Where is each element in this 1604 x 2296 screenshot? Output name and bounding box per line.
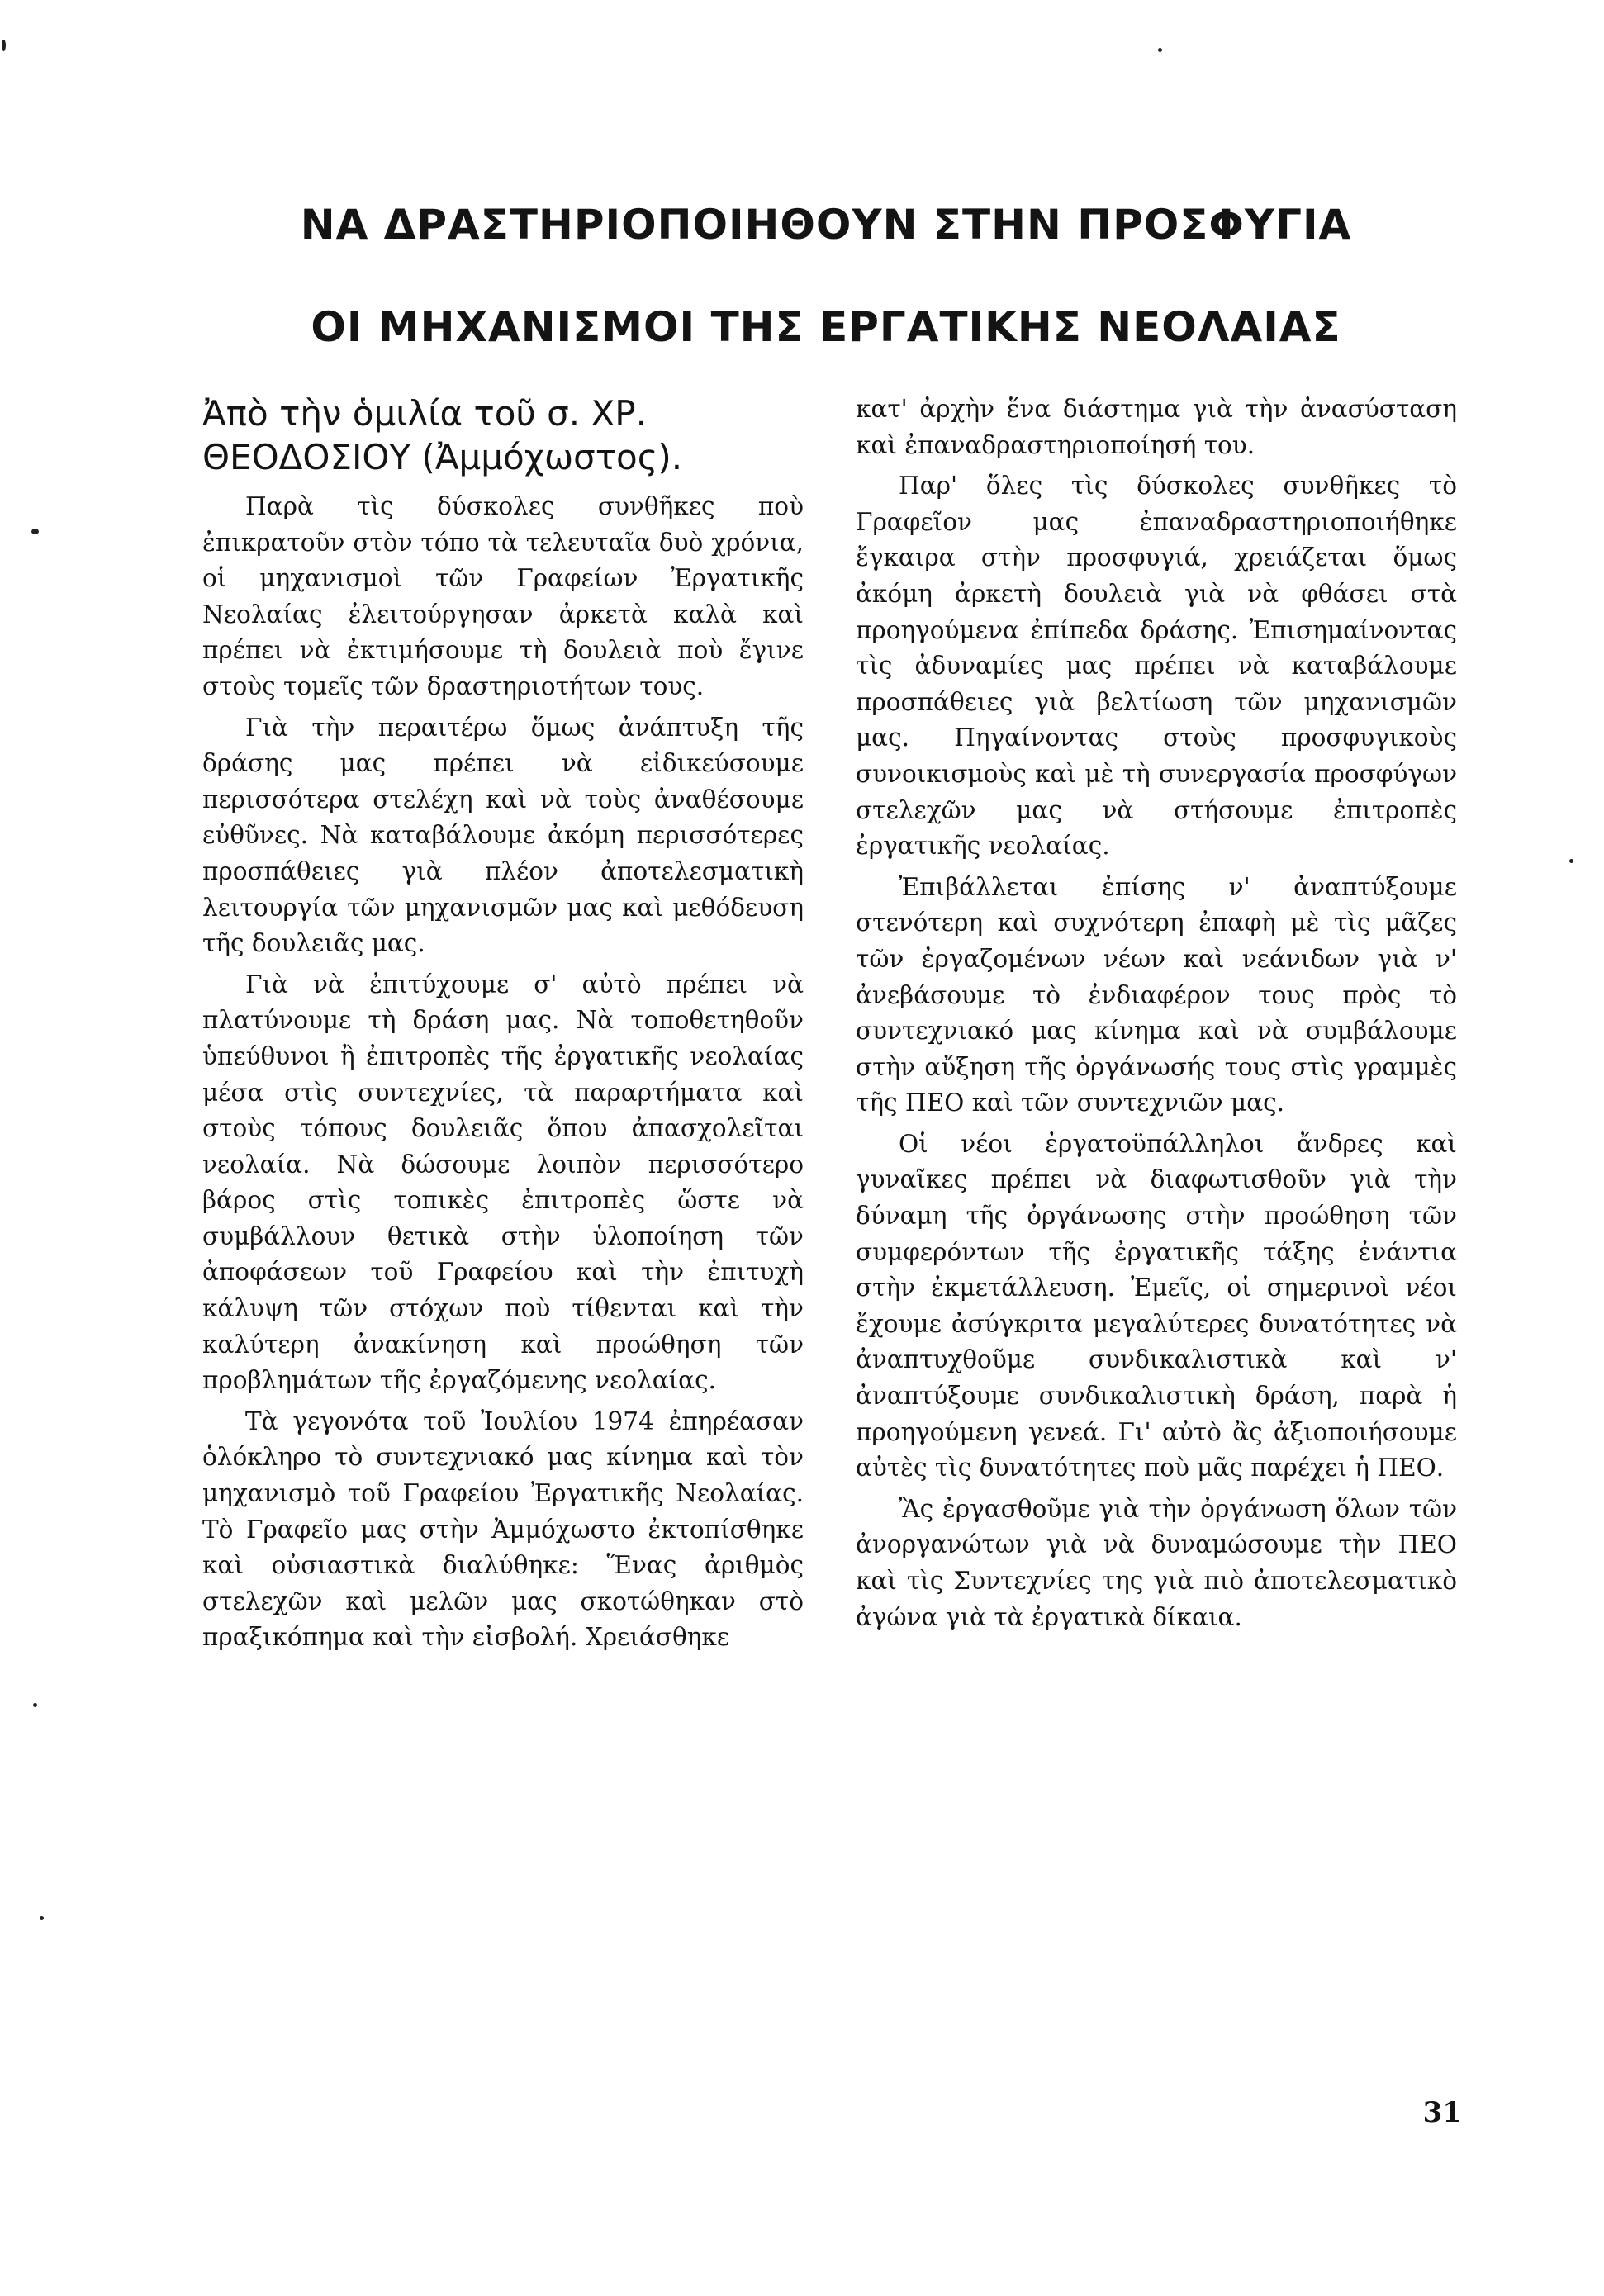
paragraph: Παρ' ὅλες τὶς δύσκολες συνθῆκες τὸ Γραφεῖον μας ἐπαναδραστηριοποιήθηκε ἔγκαιρα στὴν προσφυγιά, χρειάζεται ὅμως ἀκόμη ἀρκετὴ δουλειὰ γιὰ νὰ φθάσει στὰ προηγούμενα ἐπίπεδα δράσης. Ἐπισημαίνοντας τὶς ἀδυναμίες μας πρέπει νὰ καταβάλουμε προσπάθειες γιὰ βελτίωση τῶν μηχανισμῶν μας. Πηγαίνοντας στοὺς προσφυγικοὺς συνοικισμοὺς καὶ μὲ τὴ συνεργασία προσφύγων στελεχῶν μας νὰ στήσουμε ἐπιτροπὲς ἐργατικῆς νεολαίας. — [856, 472, 1457, 861]
paragraph: Γιὰ νὰ ἐπιτύχουμε σ' αὐτὸ πρέπει νὰ πλατύνουμε τὴ δράση μας. Νὰ τοποθετηθοῦν ὑπεύθυνοι ἢ ἐπιτροπὲς τῆς ἐργατικῆς νεολαίας μέσα στὶς συντεχνίες, τὰ παραρτήματα καὶ στοὺς τόπους δουλειᾶς ὅπου ἀπασχολεῖται νεολαία. Νὰ δώσουμε λοιπὸν περισσότερο βάρος στὶς τοπικὲς ἐπιτροπὲς ὥστε νὰ συμβάλλουν θετικὰ στὴν ὑλοποίηση τῶν ἀποφάσεων τοῦ Γραφείου καὶ τὴν ἐπιτυχὴ κάλυψη τῶν στόχων ποὺ τίθενται καὶ τὴν καλύτερη ἀνακίνηση καὶ προώθηση τῶν προβλημάτων τῆς ἐργαζόμενης νεολαίας. — [202, 970, 804, 1395]
title-line-1: ΝΑ ΔΡΑΣΤΗΡΙΟΠΟΙΗΘΟΥΝ ΣΤΗΝ ΠΡΟΣΦΥΓΙΑ — [300, 201, 1352, 249]
scan-speck — [40, 1916, 44, 1920]
article-title — [248, 173, 1404, 378]
right-column — [856, 391, 1457, 1640]
paragraph: Ἂς ἐργασθοῦμε γιὰ τὴν ὀργάνωση ὅλων τῶν ἀνοργανώτων γιὰ νὰ δυναμώσουμε τὴν ΠΕΟ καὶ τὶς Συντεχνίες της γιὰ πιὸ ἀποτελεσματικὸ ἀγώνα γιὰ τὰ ἐργατικὰ δίκαια. — [856, 1494, 1457, 1631]
scan-speck — [31, 529, 39, 534]
paragraph: Παρὰ τὶς δύσκολες συνθῆκες ποὺ ἐπικρατοῦν στὸν τόπο τὰ τελευταῖα δυὸ χρόνια, οἱ μηχανισμοὶ τῶν Γραφείων Ἐργατικῆς Νεολαίας ἐλειτούργησαν ἀρκετὰ καλὰ καὶ πρέπει νὰ ἐκτιμήσουμε τὴ δουλειὰ ποὺ ἔγινε στοὺς τομεῖς τῶν δραστηριοτήτων τους. — [202, 492, 804, 700]
byline: Ἀπὸ τὴν ὁμιλία τοῦ σ. ΧΡ. ΘΕΟΔΟΣΙΟΥ (Ἀμμόχωστος). — [202, 393, 683, 477]
scan-speck — [2, 40, 6, 51]
scan-speck — [33, 1703, 37, 1707]
paragraph: Γιὰ τὴν περαιτέρω ὅμως ἀνάπτυξη τῆς δράσης μας πρέπει νὰ εἰδικεύσουμε περισσότερα στελέχη καὶ νὰ τοὺς ἀναθέσουμε εὐθῦνες. Νὰ καταβάλουμε ἀκόμη περισσότερες προσπάθειες γιὰ πλέον ἀποτελεσματικὴ λειτουργία τῶν μηχανισμῶν μας καὶ μεθόδευση τῆς δουλειᾶς μας. — [202, 713, 804, 958]
page-number: 31 — [1422, 2096, 1462, 2129]
left-column — [202, 391, 804, 1661]
paragraph: Τὰ γεγονότα τοῦ Ἰουλίου 1974 ἐπηρέασαν ὁλόκληρο τὸ συντεχνιακό μας κίνημα καὶ τὸν μηχανισμὸ τοῦ Γραφείου Ἐργατικῆς Νεολαίας. Τὸ Γραφεῖο μας στὴν Ἀμμόχωστο ἐκτοπίσθηκε καὶ οὐσιαστικὰ διαλύθηκε: Ἕνας ἀριθμὸς στελεχῶν καὶ μελῶν μας σκοτώθηκαν στὸ πραξικόπημα καὶ τὴν εἰσβολή. Χρειάσθηκε — [202, 1407, 804, 1652]
paragraph: Οἱ νέοι ἐργατοϋπάλληλοι ἄνδρες καὶ γυναῖκες πρέπει νὰ διαφωτισθοῦν γιὰ τὴν δύναμη τῆς ὀργάνωσης στὴν προώθηση τῶν συμφερόντων τῆς ἐργατικῆς τάξης ἐνάντια στὴν ἐκμετάλλευση. Ἐμεῖς, οἱ σημερινοὶ νέοι ἔχουμε ἀσύγκριτα μεγαλύτερες δυνατότητες νὰ ἀναπτυχθοῦμε συνδικαλιστικὰ καὶ ν' ἀναπτύξουμε συνδικαλιστικὴ δράση, παρὰ ἡ προηγούμενη γενεά. Γι' αὐτὸ ἂς ἀξιοποιήσουμε αὐτὲς τὶς δυνατότητες ποὺ μᾶς παρέχει ἡ ΠΕΟ. — [856, 1129, 1457, 1482]
title-line-2: ΟΙ ΜΗΧΑΝΙΣΜΟΙ ΤΗΣ ΕΡΓΑΤΙΚΗΣ ΝΕΟΛΑΙΑΣ — [311, 303, 1341, 351]
scan-speck — [1158, 48, 1162, 52]
paragraph: Ἐπιβάλλεται ἐπίσης ν' ἀναπτύξουμε στενότερη καὶ συχνότερη ἐπαφὴ μὲ τὶς μᾶζες τῶν ἐργαζομένων νέων καὶ νεάνιδων γιὰ ν' ἀνεβάσουμε τὸ ἐνδιαφέρον τους πρὸς τὸ συντεχνιακό μας κίνημα καὶ νὰ συμβάλουμε στὴν αὔξηση τῆς ὀργάνωσής τους στὶς γραμμὲς τῆς ΠΕΟ καὶ τῶν συντεχνιῶν μας. — [856, 872, 1457, 1117]
paragraph: κατ' ἀρχὴν ἕνα διάστημα γιὰ τὴν ἀνασύσταση καὶ ἐπαναδραστηριοποίησή του. — [856, 395, 1457, 459]
scan-speck — [1569, 859, 1573, 863]
